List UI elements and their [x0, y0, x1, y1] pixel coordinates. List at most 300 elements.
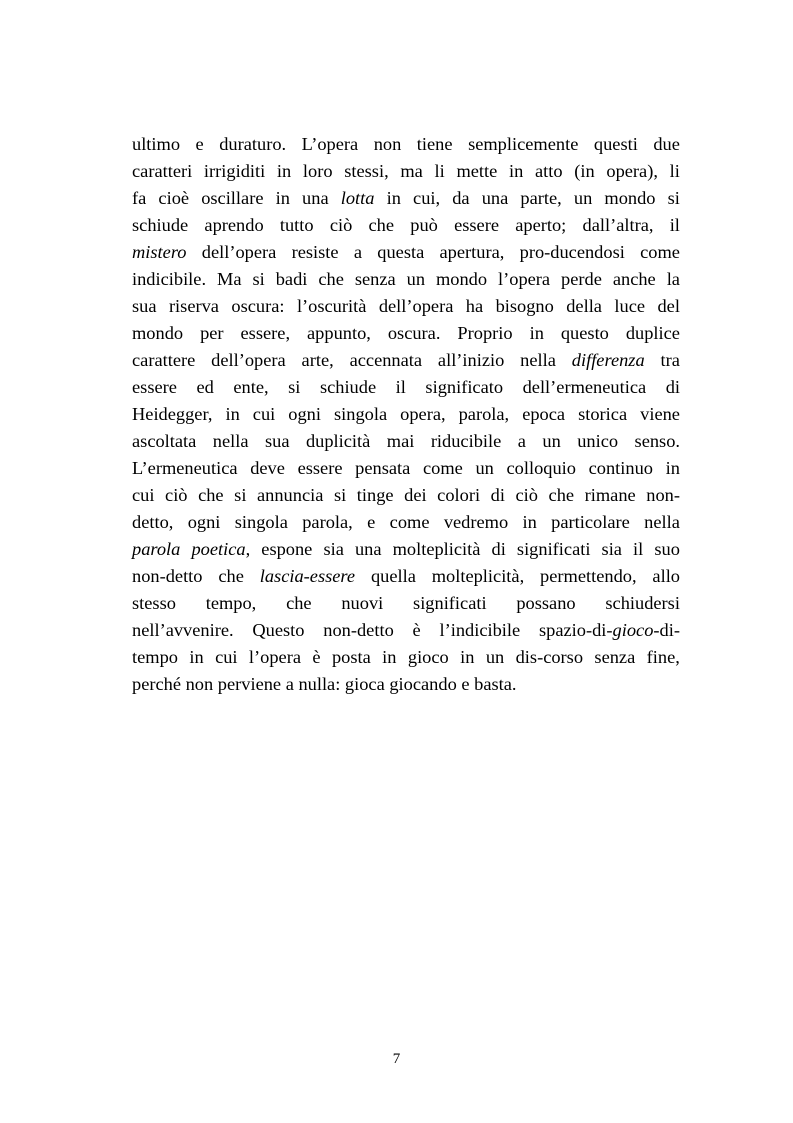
word [566, 293, 602, 320]
text-run: essere, [240, 323, 291, 343]
word [516, 482, 538, 509]
text-run: ascoltata [132, 431, 197, 451]
word [344, 158, 388, 185]
word [189, 644, 203, 671]
text-run: detto, [132, 512, 174, 532]
word [583, 212, 654, 239]
word [132, 266, 206, 293]
text-run: li [669, 161, 680, 181]
text-run: nella [212, 431, 249, 451]
word [277, 158, 291, 185]
text-run: nell’avvenire. [132, 620, 234, 640]
text-run: in [275, 188, 290, 208]
word [250, 455, 285, 482]
word [302, 185, 329, 212]
word [666, 374, 680, 401]
word [355, 266, 396, 293]
text-run: si [234, 485, 247, 505]
text-run: sua [265, 431, 290, 451]
word [249, 644, 301, 671]
word [561, 266, 602, 293]
word [530, 320, 544, 347]
word [158, 185, 189, 212]
text-run: resiste [291, 242, 339, 262]
text-run: essere [297, 458, 343, 478]
word [132, 590, 176, 617]
text-run: tinge [356, 485, 394, 505]
word [647, 644, 680, 671]
word [355, 536, 382, 563]
word [668, 185, 680, 212]
word [323, 617, 393, 644]
text-run: è [412, 620, 421, 640]
word [302, 131, 359, 158]
text-run: in [665, 458, 680, 478]
word [288, 401, 321, 428]
text-run: sia [323, 539, 344, 559]
text-run: dell’opera [211, 350, 286, 370]
text-run: un [542, 431, 561, 451]
text-run: l’indicibile [439, 620, 521, 640]
word [241, 320, 291, 347]
text-run: nella [644, 512, 680, 532]
text-run: riducibile [430, 431, 502, 451]
word [515, 212, 566, 239]
word [400, 158, 422, 185]
text-run: Ma [217, 269, 242, 289]
text-run: apertura, [439, 242, 505, 262]
text-run: in [382, 647, 397, 667]
italic-text: gioco [612, 620, 654, 640]
text-run: l’opera [498, 269, 551, 289]
text-run: e [195, 134, 204, 154]
text-run: come [640, 242, 680, 262]
word [602, 536, 622, 563]
word [198, 482, 224, 509]
word [577, 428, 618, 455]
text-run: duplicità [305, 431, 371, 451]
word [233, 374, 268, 401]
word [213, 428, 249, 455]
word [561, 320, 609, 347]
word [204, 212, 263, 239]
word [219, 131, 286, 158]
word [444, 509, 508, 536]
text-line [132, 266, 680, 293]
text-run: pensata [355, 458, 411, 478]
word [132, 212, 188, 239]
word [410, 212, 438, 239]
text-run: singola [234, 512, 288, 532]
text-line [132, 617, 680, 644]
text-run: dell’opera [201, 242, 277, 262]
text-run: li [434, 161, 445, 181]
word [200, 320, 223, 347]
word [520, 347, 556, 374]
text-run: che [286, 593, 312, 613]
word [377, 239, 424, 266]
text-run: parola, [458, 404, 510, 424]
word [235, 509, 288, 536]
text-run: senza [594, 647, 636, 667]
text-run: perché non perviene a nulla: gioca giocando e basta. [132, 674, 517, 694]
text-run: schiude [132, 215, 189, 235]
word [626, 320, 680, 347]
word [670, 158, 680, 185]
word [288, 374, 300, 401]
text-line [132, 563, 680, 590]
text-run: che [318, 269, 344, 289]
text-line [132, 185, 680, 212]
word [549, 482, 575, 509]
word [652, 563, 680, 590]
text-run: quella [370, 566, 416, 586]
word [523, 374, 647, 401]
word [334, 482, 346, 509]
text-run: riserva [168, 296, 219, 316]
text-run: di [490, 485, 505, 505]
word [323, 536, 343, 563]
word [400, 401, 445, 428]
text-run: storica [578, 404, 628, 424]
text-run: -di- [653, 620, 680, 640]
word [661, 347, 680, 374]
word [633, 536, 643, 563]
word [132, 455, 238, 482]
word [132, 401, 212, 428]
text-run: essere [132, 377, 177, 397]
text-run: luce [614, 296, 646, 316]
text-run: due [653, 134, 680, 154]
word [306, 428, 370, 455]
word [404, 482, 426, 509]
text-run: espone [261, 539, 313, 559]
text-run: mondo [132, 323, 184, 343]
word [312, 644, 320, 671]
text-run: si [252, 269, 265, 289]
text-run: in [189, 647, 204, 667]
text-run: molteplicità [392, 539, 481, 559]
word [574, 158, 594, 185]
text-run: cui [252, 404, 276, 424]
word [492, 536, 506, 563]
word [132, 320, 183, 347]
word [435, 158, 445, 185]
word [320, 374, 376, 401]
word [606, 158, 658, 185]
text-run: ma [400, 161, 423, 181]
word [217, 266, 242, 293]
word [454, 212, 499, 239]
word [388, 320, 441, 347]
word [374, 131, 402, 158]
text-run: Proprio [457, 323, 513, 343]
text-run: stessi, [344, 161, 389, 181]
text-run: in [460, 647, 475, 667]
text-run: cui [132, 485, 155, 505]
word [357, 482, 394, 509]
text-run: colloquio [506, 458, 576, 478]
text-run: tempo, [205, 593, 257, 613]
text-run: fa [132, 188, 147, 208]
text-line [132, 482, 680, 509]
text-run: essere [454, 215, 499, 235]
text-run: ente, [233, 377, 269, 397]
word [225, 401, 239, 428]
word [330, 212, 352, 239]
text-run: in [386, 188, 401, 208]
text-run: non-detto [323, 620, 394, 640]
word [371, 563, 416, 590]
text-run: mondo [604, 188, 656, 208]
page-number: 7 [392, 1051, 401, 1067]
text-run: cioè [158, 188, 190, 208]
word [644, 509, 680, 536]
word [132, 374, 177, 401]
text-run: nuovi [341, 593, 384, 613]
text-run: sua [132, 296, 157, 316]
text-run: perde [561, 269, 602, 289]
word [334, 401, 387, 428]
text-run: dall’altra, [582, 215, 654, 235]
word [132, 185, 146, 212]
word [440, 617, 521, 644]
word [613, 266, 656, 293]
text-run: schiude [319, 377, 377, 397]
word [367, 509, 375, 536]
text-run: ciò [515, 485, 538, 505]
text-run: vedremo [443, 512, 509, 532]
text-run: il [633, 539, 644, 559]
text-line [132, 644, 680, 671]
italic-text: poetica [191, 539, 246, 559]
text-run: atto [534, 161, 563, 181]
word [594, 644, 635, 671]
word [303, 158, 333, 185]
word [604, 185, 655, 212]
text-run: continuo [588, 458, 653, 478]
word [520, 239, 625, 266]
text-run: l’oscurità [296, 296, 367, 316]
word [132, 158, 192, 185]
text-run: annuncia [257, 485, 324, 505]
text-run: caratteri [132, 161, 193, 181]
text-run: unico [577, 431, 619, 451]
word [257, 482, 323, 509]
text-line [132, 455, 680, 482]
text-run: il [669, 215, 680, 235]
word [234, 482, 246, 509]
text-run: duraturo. [219, 134, 287, 154]
text-run: indicibile. [132, 269, 207, 289]
text-run: senso. [634, 431, 680, 451]
word [431, 428, 501, 455]
word [486, 644, 504, 671]
word [211, 347, 286, 374]
text-run: che [548, 485, 575, 505]
word [605, 590, 680, 617]
text-run: il [395, 377, 406, 397]
text-run: da [452, 188, 470, 208]
text-run: l’opera [248, 647, 301, 667]
text-run: non [373, 134, 402, 154]
text-run: mondo [435, 269, 488, 289]
word [540, 563, 637, 590]
word [578, 401, 627, 428]
text-run: in [508, 161, 524, 181]
word [341, 590, 383, 617]
word [298, 455, 343, 482]
word [379, 293, 454, 320]
text-run: spazio-di- [538, 620, 613, 640]
text-run: in [522, 512, 537, 532]
word [522, 401, 565, 428]
word [132, 563, 202, 590]
word [307, 320, 371, 347]
text-run: Questo [252, 620, 305, 640]
word [387, 428, 415, 455]
word [341, 185, 375, 212]
text-run: una [354, 539, 382, 559]
word [482, 185, 509, 212]
word [413, 617, 421, 644]
word [657, 293, 679, 320]
word [594, 131, 638, 158]
word [218, 563, 244, 590]
text-run: opera, [400, 404, 446, 424]
word [516, 644, 583, 671]
text-run: ha [465, 296, 484, 316]
text-run: cui [215, 647, 238, 667]
word [654, 536, 680, 563]
word [551, 509, 630, 536]
text-run: della [566, 296, 602, 316]
text-run: singola [334, 404, 388, 424]
word [589, 455, 653, 482]
text-run: di [491, 539, 506, 559]
word [387, 185, 401, 212]
text-run: del [657, 296, 680, 316]
text-line [132, 428, 680, 455]
text-run: mette [456, 161, 498, 181]
text-run: fine, [646, 647, 680, 667]
word [318, 266, 344, 293]
word [276, 266, 308, 293]
text-line [132, 671, 680, 698]
text-run: nella [520, 350, 556, 370]
text-run: permettendo, [540, 566, 637, 586]
text-run: che [198, 485, 224, 505]
word [132, 617, 234, 644]
text-run: , [245, 539, 251, 559]
italic-text: mistero [132, 242, 187, 262]
word [496, 293, 554, 320]
text-run: bisogno [495, 296, 554, 316]
text-run: questi [593, 134, 638, 154]
text-run: una [302, 188, 329, 208]
text-run: allo [652, 566, 680, 586]
text-run: senza [354, 269, 396, 289]
text-run: accennata [349, 350, 423, 370]
text-run: in [276, 161, 292, 181]
text-run: dei [404, 485, 427, 505]
text-run: che [368, 215, 395, 235]
text-run: ogni [187, 512, 221, 532]
text-line [132, 158, 680, 185]
word [302, 509, 353, 536]
word [260, 563, 355, 590]
text-run: è [312, 647, 321, 667]
word [286, 590, 312, 617]
text-run: oscura. [387, 323, 441, 343]
word [509, 158, 523, 185]
word [201, 185, 263, 212]
text-run: molteplicità, [431, 566, 525, 586]
text-run: colori [437, 485, 481, 505]
word [517, 536, 591, 563]
word [196, 131, 204, 158]
word [132, 482, 154, 509]
word [132, 239, 187, 266]
text-run: semplicemente [468, 134, 579, 154]
word [457, 320, 512, 347]
word [132, 428, 196, 455]
word [196, 374, 213, 401]
word [393, 536, 481, 563]
word [350, 347, 422, 374]
word [466, 293, 483, 320]
word [302, 347, 334, 374]
word [516, 590, 575, 617]
text-run: arte, [301, 350, 334, 370]
text-run: significati [413, 593, 487, 613]
text-line [132, 401, 680, 428]
word [261, 536, 312, 563]
word [498, 266, 550, 293]
word [572, 347, 645, 374]
text-run: non-detto [132, 566, 203, 586]
word [518, 428, 526, 455]
text-run: tra [660, 350, 680, 370]
text-line [132, 293, 680, 320]
italic-text: lascia-essere [259, 566, 356, 586]
text-run: ed [196, 377, 214, 397]
text-run: all’inizio [437, 350, 505, 370]
text-run: L’opera [301, 134, 359, 154]
text-line [132, 536, 680, 563]
text-run: significato [425, 377, 504, 397]
text-run: suo [654, 539, 680, 559]
word [292, 239, 339, 266]
text-run: un [406, 269, 426, 289]
word [475, 455, 493, 482]
word [417, 131, 453, 158]
text-run: una [481, 188, 509, 208]
word [520, 185, 561, 212]
text-run: gioco [407, 647, 449, 667]
text-run: appunto, [307, 323, 371, 343]
text-run: sia [601, 539, 622, 559]
word [585, 482, 636, 509]
word [354, 239, 362, 266]
word [280, 212, 314, 239]
word [413, 185, 440, 212]
word [542, 428, 560, 455]
word [355, 455, 410, 482]
word [204, 158, 265, 185]
word [539, 617, 680, 644]
text-run: tutto [279, 215, 314, 235]
